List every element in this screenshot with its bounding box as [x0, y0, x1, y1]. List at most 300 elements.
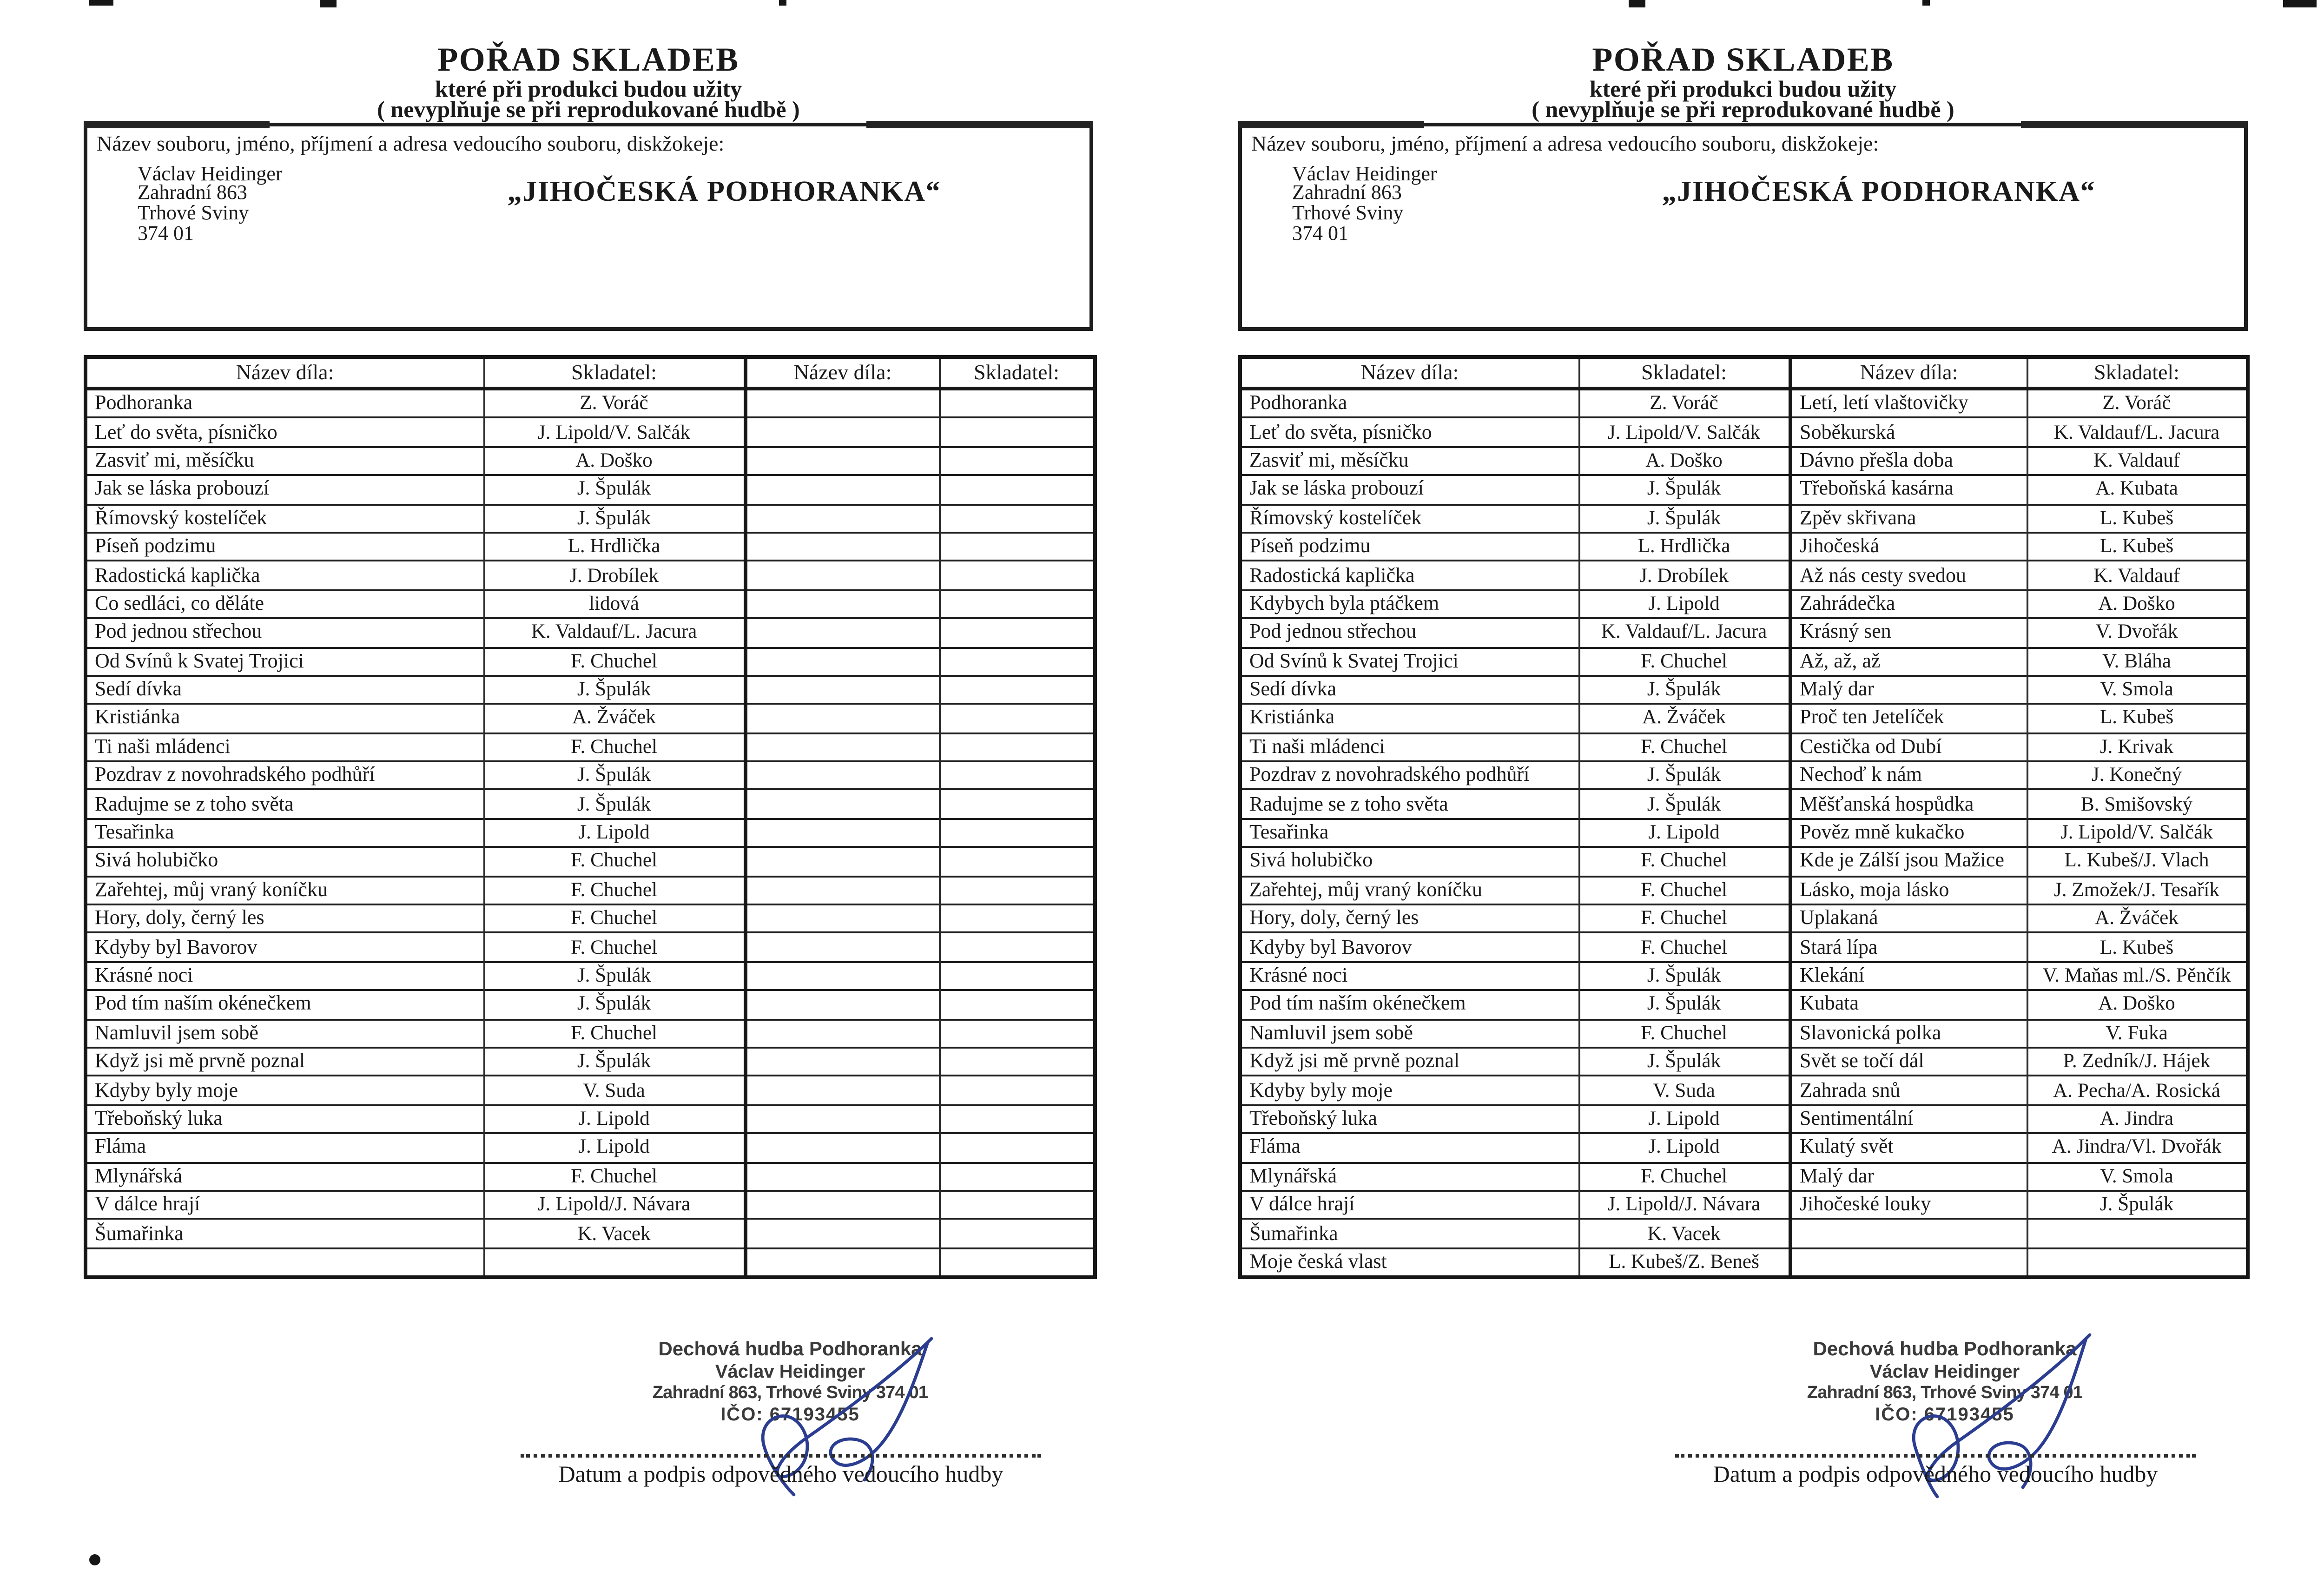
song-title-cell: Pod jednou střechou [86, 619, 483, 647]
scan-artifact [2283, 0, 2317, 7]
song-row [1240, 389, 2248, 418]
signature-caption: Datum a podpis odpovědného vedoucího hudby [1713, 1461, 2158, 1487]
song-title-cell [746, 504, 939, 533]
song-title-cell [746, 790, 939, 819]
composer-cell: J. Špulák [1578, 1048, 1790, 1076]
song-title-cell: Kdyby byly moje [86, 1076, 483, 1105]
composer-cell: J. Lipold/V. Salčák [483, 418, 746, 447]
song-row [1240, 1248, 2248, 1278]
address-line: Trhové Sviny [1292, 203, 1404, 226]
song-title-cell [746, 847, 939, 876]
composer-cell [939, 504, 1095, 533]
composer-cell: J. Špulák [483, 504, 746, 533]
signature-dotted-line [1675, 1441, 2196, 1458]
song-title-cell: Jihočeské louky [1790, 1191, 2027, 1220]
song-title-cell [1790, 1219, 2027, 1248]
composer-cell [939, 733, 1095, 762]
composer-cell [939, 933, 1095, 962]
song-title-cell [746, 733, 939, 762]
song-row [86, 876, 1095, 905]
composer-cell [2027, 1219, 2248, 1248]
signature-dotted-line [521, 1441, 1041, 1458]
song-title-cell [746, 389, 939, 418]
song-title-cell: Pověz mně kukačko [1790, 818, 2027, 847]
composer-cell: Z. Voráč [1578, 389, 1790, 418]
song-title-cell: Fláma [1240, 1134, 1578, 1162]
composer-cell: K. Vacek [1578, 1219, 1790, 1248]
song-title-cell: Kde je Zálší jsou Mažice [1790, 847, 2027, 876]
song-title-cell [746, 1191, 939, 1220]
song-row [86, 1048, 1095, 1076]
composer-cell: V. Dvořák [2027, 619, 2248, 647]
composer-cell: P. Zedník/J. Hájek [2027, 1048, 2248, 1076]
form-page-left [84, 0, 1093, 1584]
song-title-cell: Od Svínů k Svatej Trojici [1240, 647, 1578, 676]
song-title-cell [746, 561, 939, 590]
song-row [86, 790, 1095, 819]
composer-cell: J. Špulák [1578, 790, 1790, 819]
song-title-cell: Tesařinka [1240, 818, 1578, 847]
table-header-row [1240, 357, 2248, 389]
song-row [1240, 1019, 2248, 1048]
song-title-cell: Svět se točí dál [1790, 1048, 2027, 1076]
song-row [1240, 847, 2248, 876]
song-title-cell: Radujme se z toho světa [1240, 790, 1578, 819]
song-title-cell [746, 418, 939, 447]
song-title-cell: Třeboňský luka [86, 1105, 483, 1134]
song-title-cell: Sivá holubičko [86, 847, 483, 876]
page-subtitle: které při produkci budou užity [1589, 75, 1897, 101]
composer-cell: V. Smola [2027, 676, 2248, 705]
composer-cell: J. Špulák [483, 790, 746, 819]
song-row [1240, 447, 2248, 475]
info-box-label: Název souboru, jméno, příjmení a adresa vedoucího souboru, diskžokeje: [97, 133, 725, 155]
song-row [1240, 504, 2248, 533]
song-row [1240, 990, 2248, 1019]
song-title-cell [746, 619, 939, 647]
composer-cell [939, 619, 1095, 647]
song-row [86, 533, 1095, 561]
song-title-cell: Hory, doly, černý les [86, 904, 483, 933]
composer-cell: F. Chuchel [483, 733, 746, 762]
composer-cell [939, 876, 1095, 905]
composer-cell: F. Chuchel [1578, 904, 1790, 933]
composer-cell: J. Špulák [1578, 962, 1790, 990]
song-title-cell [746, 1248, 939, 1278]
leader-address [138, 165, 283, 246]
song-title-cell: Od Svínů k Svatej Trojici [86, 647, 483, 676]
composer-cell: J. Drobílek [483, 561, 746, 590]
composer-cell [939, 962, 1095, 990]
song-row [86, 990, 1095, 1019]
composer-cell: J. Lipold [1578, 1105, 1790, 1134]
ensemble-name: „JIHOČESKÁ PODHORANKA“ [1662, 177, 2096, 208]
composer-cell: J. Lipold [1578, 1134, 1790, 1162]
song-title-cell: Kdybych byla ptáčkem [1240, 590, 1578, 619]
song-title-cell: Moje česká vlast [1240, 1248, 1578, 1278]
song-title-cell: Tesařinka [86, 818, 483, 847]
song-title-cell: Radostická kaplička [1240, 561, 1578, 590]
composer-cell: L. Kubeš/J. Vlach [2027, 847, 2248, 876]
table-header-row [86, 357, 1095, 389]
song-title-cell: Fláma [86, 1134, 483, 1162]
composer-cell: J. Zmožek/J. Tesařík [2027, 876, 2248, 905]
song-row [86, 504, 1095, 533]
composer-cell: J. Lipold [1578, 590, 1790, 619]
composer-cell [939, 475, 1095, 504]
song-row [86, 647, 1095, 676]
song-title-cell: Zahrada snů [1790, 1076, 2027, 1105]
composer-cell: A. Doško [2027, 990, 2248, 1019]
song-title-cell: Ti naši mládenci [1240, 733, 1578, 762]
composer-cell: F. Chuchel [1578, 647, 1790, 676]
song-row [1240, 1134, 2248, 1162]
column-header: Název díla: [1790, 357, 2027, 389]
composer-cell [939, 847, 1095, 876]
song-row [86, 418, 1095, 447]
composer-cell [483, 1248, 746, 1278]
song-title-cell: Malý dar [1790, 1162, 2027, 1191]
song-row [1240, 647, 2248, 676]
scan-artifact [2021, 121, 2248, 127]
song-row [86, 590, 1095, 619]
composer-cell: A. Žváček [1578, 704, 1790, 733]
song-row [86, 475, 1095, 504]
composer-cell: F. Chuchel [483, 1162, 746, 1191]
song-title-cell [746, 1048, 939, 1076]
composer-cell: J. Krivak [2027, 733, 2248, 762]
song-title-cell [746, 1019, 939, 1048]
composer-cell [939, 904, 1095, 933]
song-row [1240, 962, 2248, 990]
composer-cell [939, 761, 1095, 790]
song-row [1240, 561, 2248, 590]
composer-cell [939, 418, 1095, 447]
composer-cell [2027, 1248, 2248, 1278]
song-title-cell: Když jsi mě prvně poznal [1240, 1048, 1578, 1076]
stamp-line: IČO: 67193455 [720, 1405, 860, 1425]
address-line: Zahradní 863 [138, 183, 247, 205]
composer-cell: A. Žváček [2027, 904, 2248, 933]
leader-info-box [84, 123, 1093, 331]
song-title-cell: Slavonická polka [1790, 1019, 2027, 1048]
song-row [86, 1134, 1095, 1162]
composer-cell: F. Chuchel [483, 904, 746, 933]
composer-cell: V. Smola [2027, 1162, 2248, 1191]
song-title-cell: Leť do světa, písničko [86, 418, 483, 447]
composer-cell [939, 990, 1095, 1019]
song-title-cell: Letí, letí vlaštovičky [1790, 389, 2027, 418]
song-title-cell [746, 818, 939, 847]
song-title-cell [746, 647, 939, 676]
song-title-cell: Až nás cesty svedou [1790, 561, 2027, 590]
composer-cell [939, 1248, 1095, 1278]
song-title-cell: Radujme se z toho světa [86, 790, 483, 819]
song-row [1240, 733, 2248, 762]
address-line: Václav Heidinger [1292, 163, 1437, 185]
composer-cell: J. Lipold [483, 1134, 746, 1162]
song-row [1240, 676, 2248, 705]
song-title-cell: Mlynářská [86, 1162, 483, 1191]
song-title-cell: Podhoranka [86, 389, 483, 418]
composer-cell: A. Pecha/A. Rosická [2027, 1076, 2248, 1105]
composer-cell: K. Valdauf/L. Jacura [483, 619, 746, 647]
song-title-cell: Soběkurská [1790, 418, 2027, 447]
composer-cell [939, 590, 1095, 619]
song-row [1240, 704, 2248, 733]
song-title-cell: Krásný sen [1790, 619, 2027, 647]
composer-cell: J. Špulák [483, 1048, 746, 1076]
composer-cell: K. Vacek [483, 1219, 746, 1248]
composer-cell [939, 1105, 1095, 1134]
song-row [86, 1162, 1095, 1191]
song-row [86, 733, 1095, 762]
song-title-cell [746, 475, 939, 504]
stamp-line: Václav Heidinger [715, 1362, 865, 1382]
song-title-cell: Až, až, až [1790, 647, 2027, 676]
address-line: 374 01 [138, 223, 194, 246]
song-title-cell: Namluvil jsem sobě [1240, 1019, 1578, 1048]
song-row [1240, 1105, 2248, 1134]
song-title-cell: Lásko, moja lásko [1790, 876, 2027, 905]
song-row [1240, 619, 2248, 647]
form-page-right [1238, 0, 2248, 1584]
song-row [86, 1105, 1095, 1134]
address-line: Zahradní 863 [1292, 183, 1402, 205]
song-title-cell: Kdyby byl Bavorov [1240, 933, 1578, 962]
song-title-cell [746, 533, 939, 561]
composer-cell: V. Maňas ml./S. Pěnčík [2027, 962, 2248, 990]
song-title-cell [746, 962, 939, 990]
composer-cell: J. Lipold [483, 1105, 746, 1134]
signature-caption: Datum a podpis odpovědného vedoucího hudby [558, 1461, 1004, 1487]
composer-cell [939, 1048, 1095, 1076]
song-title-cell: Podhoranka [1240, 389, 1578, 418]
song-title-cell: Kdyby byly moje [1240, 1076, 1578, 1105]
composer-cell: J. Lipold [483, 818, 746, 847]
stamp-line: IČO: 67193455 [1875, 1405, 2014, 1425]
composer-cell: A. Doško [1578, 447, 1790, 475]
song-title-cell [746, 876, 939, 905]
composer-cell: F. Chuchel [483, 876, 746, 905]
song-title-cell: Hory, doly, černý les [1240, 904, 1578, 933]
song-row [86, 1219, 1095, 1248]
composer-cell [939, 790, 1095, 819]
composer-cell: F. Chuchel [1578, 876, 1790, 905]
song-row [86, 704, 1095, 733]
song-title-cell: Kdyby byl Bavorov [86, 933, 483, 962]
composer-cell [939, 1019, 1095, 1048]
composer-cell: J. Drobílek [1578, 561, 1790, 590]
song-row [86, 962, 1095, 990]
song-title-cell: Zařehtej, můj vraný koníčku [1240, 876, 1578, 905]
song-title-cell: Pod tím naším okénečkem [1240, 990, 1578, 1019]
song-title-cell: Stará lípa [1790, 933, 2027, 962]
song-row [86, 561, 1095, 590]
song-title-cell: Sentimentální [1790, 1105, 2027, 1134]
ensemble-name: „JIHOČESKÁ PODHORANKA“ [507, 177, 941, 208]
song-title-cell: Klekání [1790, 962, 2027, 990]
composer-cell: F. Chuchel [483, 647, 746, 676]
column-header: Název díla: [1240, 357, 1578, 389]
column-header: Skladatel: [483, 357, 746, 389]
song-title-cell [746, 1105, 939, 1134]
composer-cell: K. Valdauf [2027, 447, 2248, 475]
address-line: Václav Heidinger [138, 163, 283, 185]
composer-cell: F. Chuchel [1578, 1162, 1790, 1191]
song-title-cell: Když jsi mě prvně poznal [86, 1048, 483, 1076]
stamp-line: Zahradní 863, Trhové Sviny 374 01 [652, 1383, 928, 1404]
song-row [1240, 876, 2248, 905]
composer-cell: Z. Voráč [483, 389, 746, 418]
composer-cell: J. Špulák [2027, 1191, 2248, 1220]
song-title-cell: Uplakaná [1790, 904, 2027, 933]
scan-artifact [84, 121, 270, 127]
composer-cell: V. Fuka [2027, 1019, 2248, 1048]
song-row [1240, 1048, 2248, 1076]
song-title-cell: Jak se láska probouzí [1240, 475, 1578, 504]
composer-cell [939, 1134, 1095, 1162]
page-subtitle-note: ( nevyplňuje se při reprodukované hudbě ) [1532, 97, 1954, 123]
song-title-cell: Proč ten Jetelíček [1790, 704, 2027, 733]
address-line: 374 01 [1292, 223, 1348, 246]
composer-cell: J. Špulák [1578, 761, 1790, 790]
song-title-cell: Leť do světa, písničko [1240, 418, 1578, 447]
song-row [1240, 418, 2248, 447]
song-title-cell: Pod jednou střechou [1240, 619, 1578, 647]
composer-cell: A. Jindra/Vl. Dvořák [2027, 1134, 2248, 1162]
composer-cell: J. Špulák [483, 962, 746, 990]
column-header: Skladatel: [939, 357, 1095, 389]
stamp-line: Dechová hudba Podhoranka [658, 1339, 922, 1361]
song-row [1240, 1076, 2248, 1105]
composer-cell: J. Lipold/V. Salčák [1578, 418, 1790, 447]
composer-cell [939, 1219, 1095, 1248]
song-title-cell: Krásné noci [86, 962, 483, 990]
composer-cell: A. Jindra [2027, 1105, 2248, 1134]
song-title-cell: Pozdrav z novohradského podhůří [86, 761, 483, 790]
composer-cell [939, 818, 1095, 847]
composer-cell: Z. Voráč [2027, 389, 2248, 418]
song-title-cell: V dálce hrají [1240, 1191, 1578, 1220]
song-title-cell [746, 447, 939, 475]
composer-cell [939, 561, 1095, 590]
song-title-cell: Co sedláci, co děláte [86, 590, 483, 619]
composer-cell: V. Bláha [2027, 647, 2248, 676]
composer-cell: F. Chuchel [1578, 933, 1790, 962]
song-title-cell: Pod tím naším okénečkem [86, 990, 483, 1019]
composer-cell: F. Chuchel [1578, 847, 1790, 876]
composer-cell: L. Kubeš [2027, 533, 2248, 561]
song-row [86, 1019, 1095, 1048]
song-row [86, 676, 1095, 705]
stamp-line: Václav Heidinger [1869, 1362, 2020, 1382]
composer-cell: J. Konečný [2027, 761, 2248, 790]
song-title-cell [746, 933, 939, 962]
song-row [86, 904, 1095, 933]
song-row [86, 1191, 1095, 1220]
composer-cell: J. Lipold [1578, 818, 1790, 847]
song-title-cell: Kubata [1790, 990, 2027, 1019]
composer-cell [939, 533, 1095, 561]
song-row [86, 933, 1095, 962]
song-title-cell: Třeboňská kasárna [1790, 475, 2027, 504]
song-title-cell [746, 704, 939, 733]
composer-cell [939, 1191, 1095, 1220]
song-title-cell: Šumařinka [86, 1219, 483, 1248]
song-title-cell: Římovský kostelíček [86, 504, 483, 533]
song-title-cell: Zahrádečka [1790, 590, 2027, 619]
composer-cell: L. Kubeš [2027, 704, 2248, 733]
scan-artifact [1238, 121, 1424, 127]
song-row [1240, 933, 2248, 962]
song-row [1240, 1219, 2248, 1248]
composer-cell: J. Špulák [483, 676, 746, 705]
page-title: POŘAD SKLADEB [1592, 41, 1894, 78]
column-header: Skladatel: [1578, 357, 1790, 389]
song-row [86, 619, 1095, 647]
composer-cell: J. Špulák [1578, 475, 1790, 504]
song-title-cell: Radostická kaplička [86, 561, 483, 590]
song-title-cell [746, 1162, 939, 1191]
composer-cell: L. Kubeš [2027, 504, 2248, 533]
composer-cell: L. Hrdlička [483, 533, 746, 561]
song-title-cell: Cestička od Dubí [1790, 733, 2027, 762]
song-row [86, 847, 1095, 876]
column-header: Název díla: [86, 357, 483, 389]
song-title-cell [746, 904, 939, 933]
song-row [1240, 1191, 2248, 1220]
address-line: Trhové Sviny [138, 203, 249, 226]
song-title-cell: Zasviť mi, měsíčku [1240, 447, 1578, 475]
composer-cell: lidová [483, 590, 746, 619]
song-title-cell: V dálce hrají [86, 1191, 483, 1220]
composer-cell [939, 1076, 1095, 1105]
song-title-cell: Ti naši mládenci [86, 733, 483, 762]
song-title-cell: Kulatý svět [1790, 1134, 2027, 1162]
stamp-line: Dechová hudba Podhoranka [1813, 1339, 2077, 1361]
composer-cell: J. Lipold/J. Návara [1578, 1191, 1790, 1220]
composer-cell [939, 389, 1095, 418]
song-title-cell: Píseň podzimu [86, 533, 483, 561]
composer-cell: F. Chuchel [483, 847, 746, 876]
composer-cell: F. Chuchel [1578, 733, 1790, 762]
song-row [1240, 790, 2248, 819]
composer-cell: A. Žváček [483, 704, 746, 733]
song-row [86, 447, 1095, 475]
composer-cell: V. Suda [483, 1076, 746, 1105]
song-row [86, 389, 1095, 418]
song-title-cell: Šumařinka [1240, 1219, 1578, 1248]
column-header: Název díla: [746, 357, 939, 389]
songs-table-left [84, 355, 1097, 1279]
page-subtitle: které při produkci budou užity [435, 75, 742, 101]
composer-cell: J. Špulák [1578, 504, 1790, 533]
composer-cell [939, 1162, 1095, 1191]
song-row [1240, 475, 2248, 504]
composer-cell: A. Kubata [2027, 475, 2248, 504]
composer-cell: L. Kubeš [2027, 933, 2248, 962]
composer-cell: V. Suda [1578, 1076, 1790, 1105]
song-title-cell: Zařehtej, můj vraný koníčku [86, 876, 483, 905]
song-title-cell [86, 1248, 483, 1278]
scan-artifact [866, 121, 1093, 127]
song-row [86, 761, 1095, 790]
song-title-cell: Sivá holubičko [1240, 847, 1578, 876]
composer-cell: A. Doško [483, 447, 746, 475]
page-title: POŘAD SKLADEB [437, 41, 739, 78]
song-title-cell: Píseň podzimu [1240, 533, 1578, 561]
